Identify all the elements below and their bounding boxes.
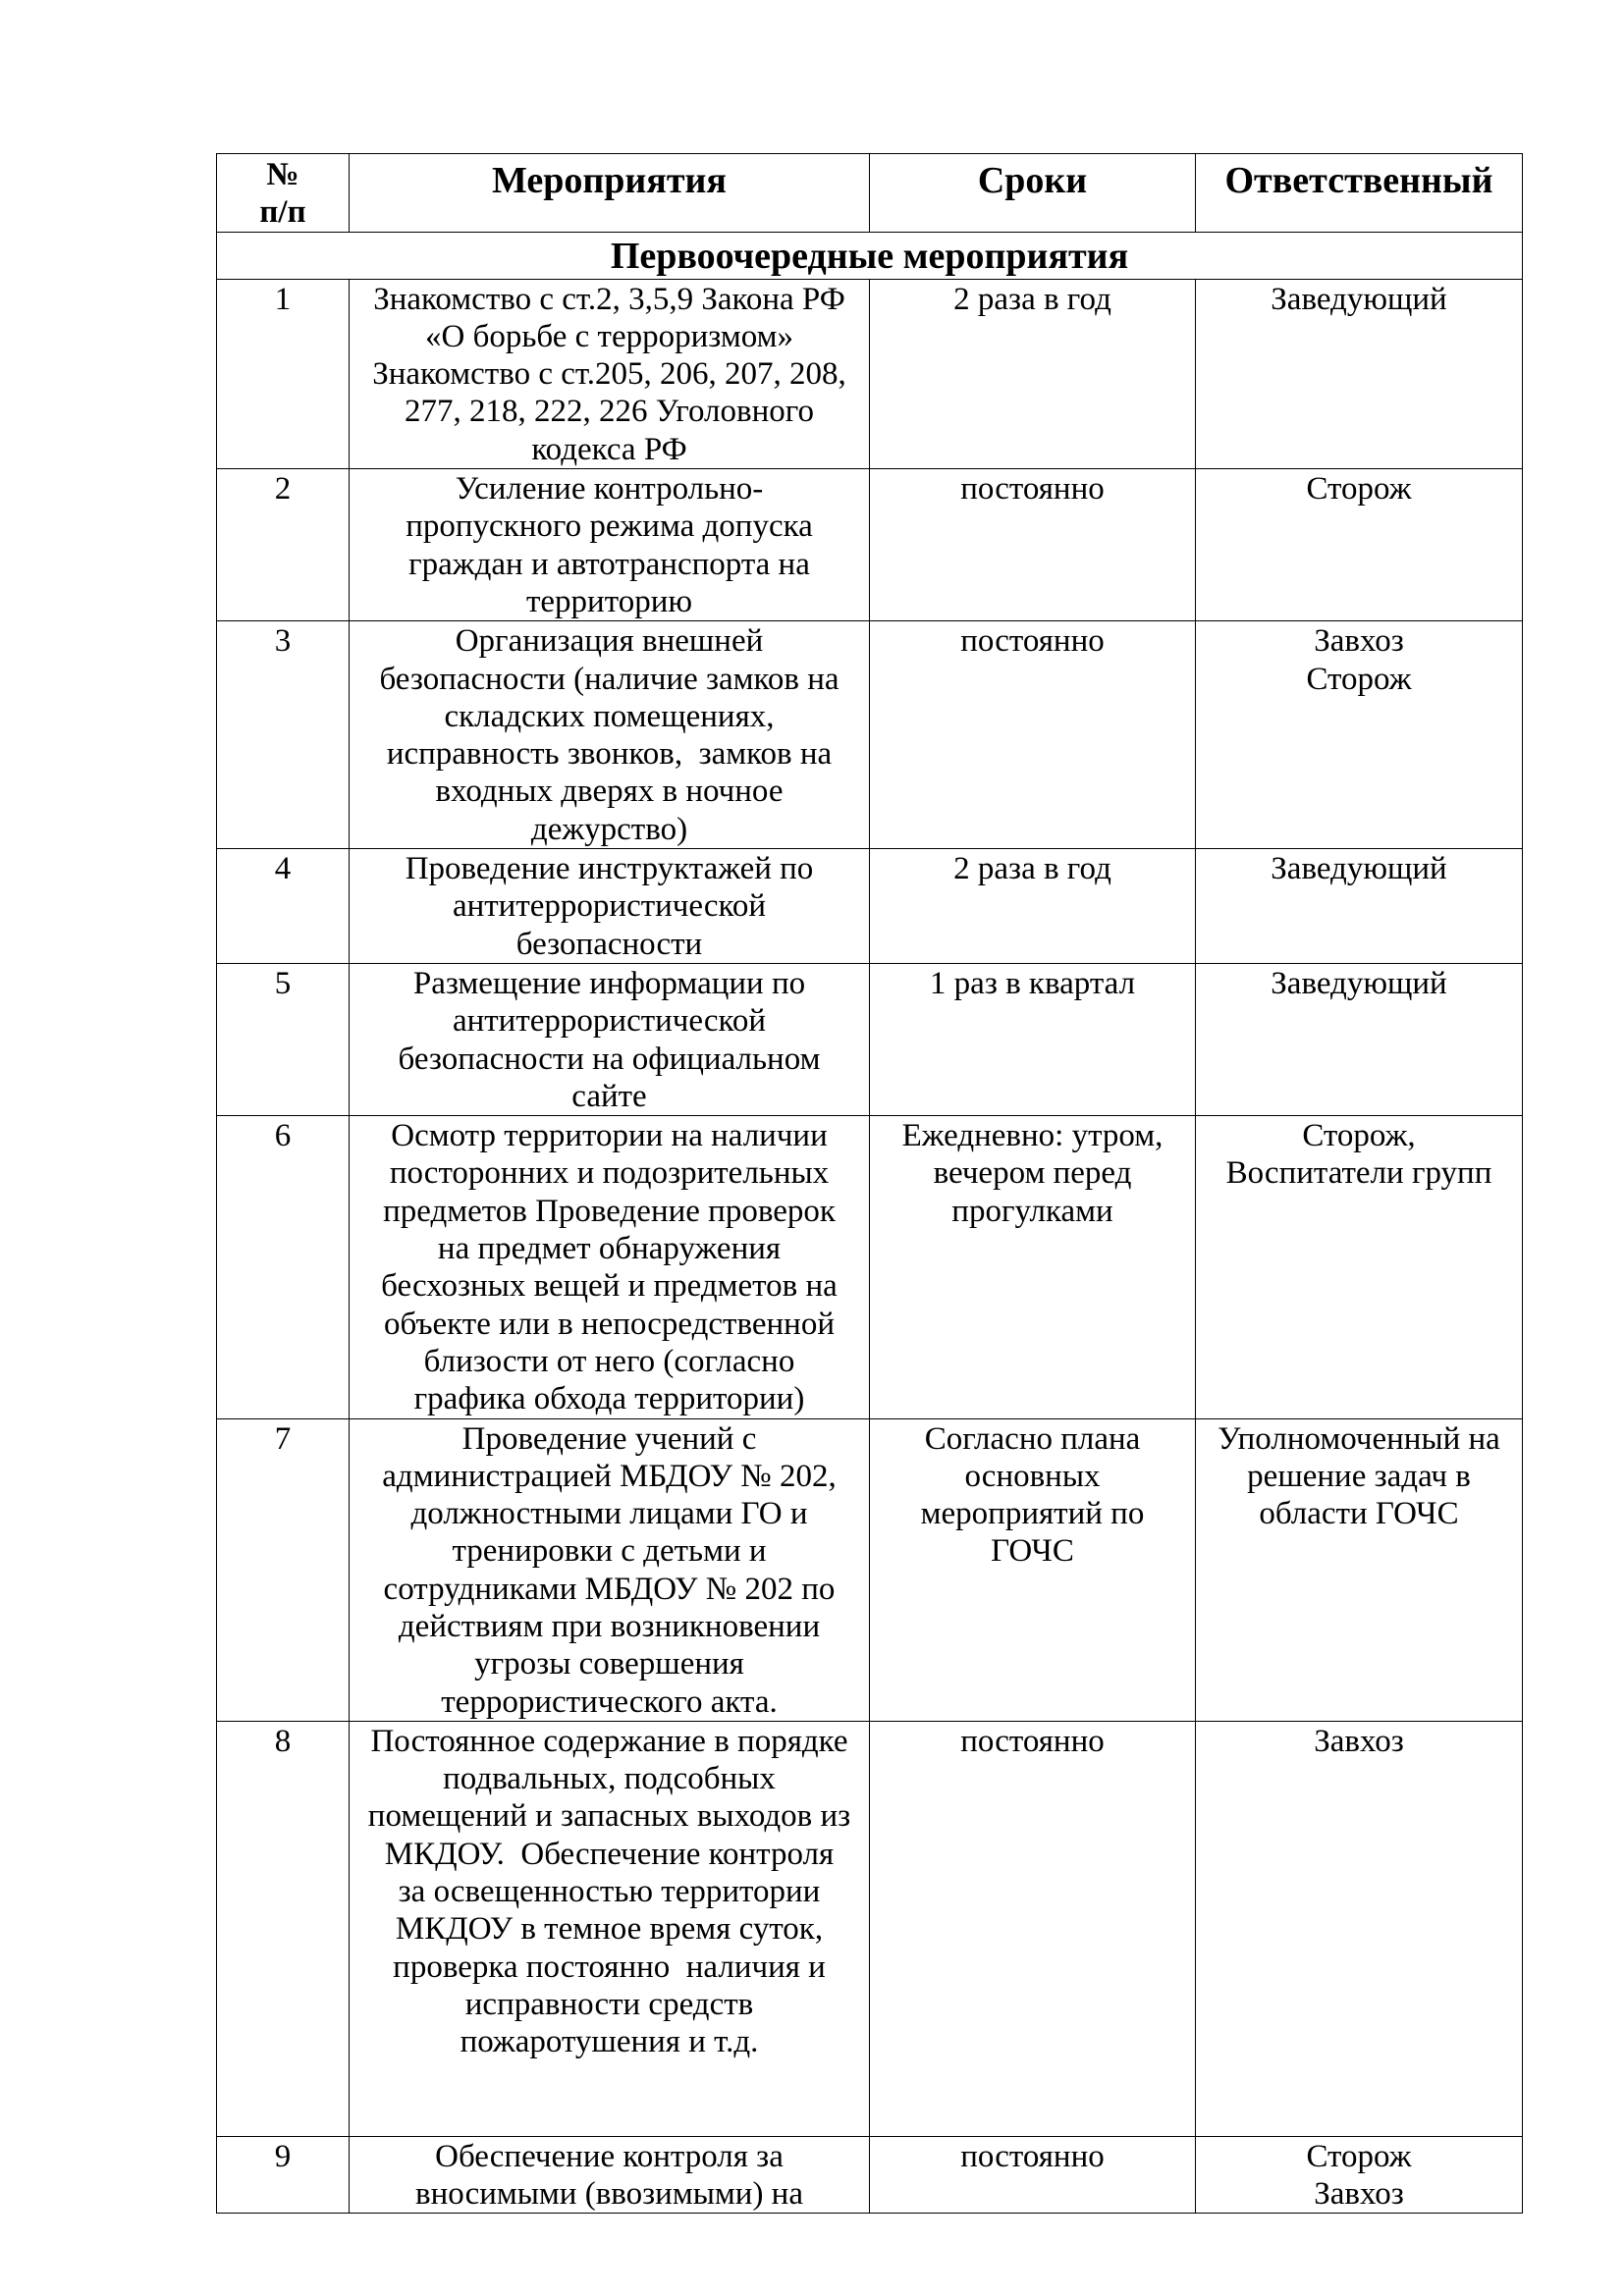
row-responsible: Уполномоченный на решение задач в области ГОЧС [1196, 1418, 1523, 1721]
row-term: Ежедневно: утром, вечером перед прогулками [870, 1116, 1196, 1418]
table-row [217, 1116, 1523, 1418]
row-num: 6 [217, 1116, 350, 1418]
row-activity: Проведение учений с администрацией МБДОУ № 202, должностными лицами ГО и тренировки с детьми и сотрудниками МБДОУ № 202 по действиям при возникновении угрозы совершения террористического акта. [350, 1418, 870, 1721]
table-row [217, 2136, 1523, 2214]
row-num: 9 [217, 2136, 350, 2214]
row-num: 7 [217, 1418, 350, 1721]
header-row [217, 154, 1523, 233]
table-row [217, 469, 1523, 621]
header-responsible: Ответственный [1196, 154, 1523, 233]
row-responsible: Заведующий [1196, 849, 1523, 964]
row-num: 1 [217, 279, 350, 468]
row-responsible: Сторож [1196, 469, 1523, 621]
row-responsible: Завхоз Сторож [1196, 621, 1523, 849]
header-num: № п/п [217, 154, 350, 233]
row-activity: Усиление контрольно- пропускного режима допуска граждан и автотранспорта на территорию [350, 469, 870, 621]
row-activity: Размещение информации по антитеррористической безопасности на официальном сайте [350, 963, 870, 1115]
row-activity: Организация внешней безопасности (наличие замков на складских помещениях, исправность звонков, замков на входных дверях в ночное дежурство) [350, 621, 870, 849]
row-activity: Проведение инструктажей по антитеррористической безопасности [350, 849, 870, 964]
row-responsible: Заведующий [1196, 279, 1523, 468]
row-term: 1 раз в квартал [870, 963, 1196, 1115]
row-term: Согласно плана основных мероприятий по ГОЧС [870, 1418, 1196, 1721]
row-activity: Постоянное содержание в порядке подвальных, подсобных помещений и запасных выходов из МКДОУ. Обеспечение контроля за освещенностью территории МКДОУ в темное время суток, проверка постоянно наличия и исправности средств пожаротушения и т.д. [350, 1721, 870, 2136]
row-responsible: Заведующий [1196, 963, 1523, 1115]
row-responsible: Завхоз [1196, 1721, 1523, 2136]
section-title: Первоочередные мероприятия [217, 232, 1523, 279]
row-num: 3 [217, 621, 350, 849]
activity-table [216, 153, 1523, 2214]
row-term: постоянно [870, 469, 1196, 621]
row-term: постоянно [870, 1721, 1196, 2136]
row-num: 4 [217, 849, 350, 964]
row-term: 2 раза в год [870, 849, 1196, 964]
table-row [217, 849, 1523, 964]
header-term: Сроки [870, 154, 1196, 233]
row-responsible: Сторож, Воспитатели групп [1196, 1116, 1523, 1418]
row-responsible: Сторож Завхоз [1196, 2136, 1523, 2214]
header-activity: Мероприятия [350, 154, 870, 233]
table-row [217, 621, 1523, 849]
table-row [217, 963, 1523, 1115]
table-row [217, 279, 1523, 468]
row-term: постоянно [870, 2136, 1196, 2214]
row-activity: Знакомство с ст.2, 3,5,9 Закона РФ «О борьбе с терроризмом» Знакомство с ст.205, 206, 207, 208, 277, 218, 222, 226 Уголовного кодекса РФ [350, 279, 870, 468]
row-num: 8 [217, 1721, 350, 2136]
row-activity: Обеспечение контроля за вносимыми (ввозимыми) на [350, 2136, 870, 2214]
table-row [217, 1721, 1523, 2136]
row-term: 2 раза в год [870, 279, 1196, 468]
row-num: 5 [217, 963, 350, 1115]
row-num: 2 [217, 469, 350, 621]
section-row [217, 232, 1523, 279]
row-term: постоянно [870, 621, 1196, 849]
table-row [217, 1418, 1523, 1721]
row-activity: Осмотр территории на наличии посторонних и подозрительных предметов Проведение проверок на предмет обнаружения бесхозных вещей и предметов на объекте или в непосредственной близости от него (согласно графика обхода территории) [350, 1116, 870, 1418]
